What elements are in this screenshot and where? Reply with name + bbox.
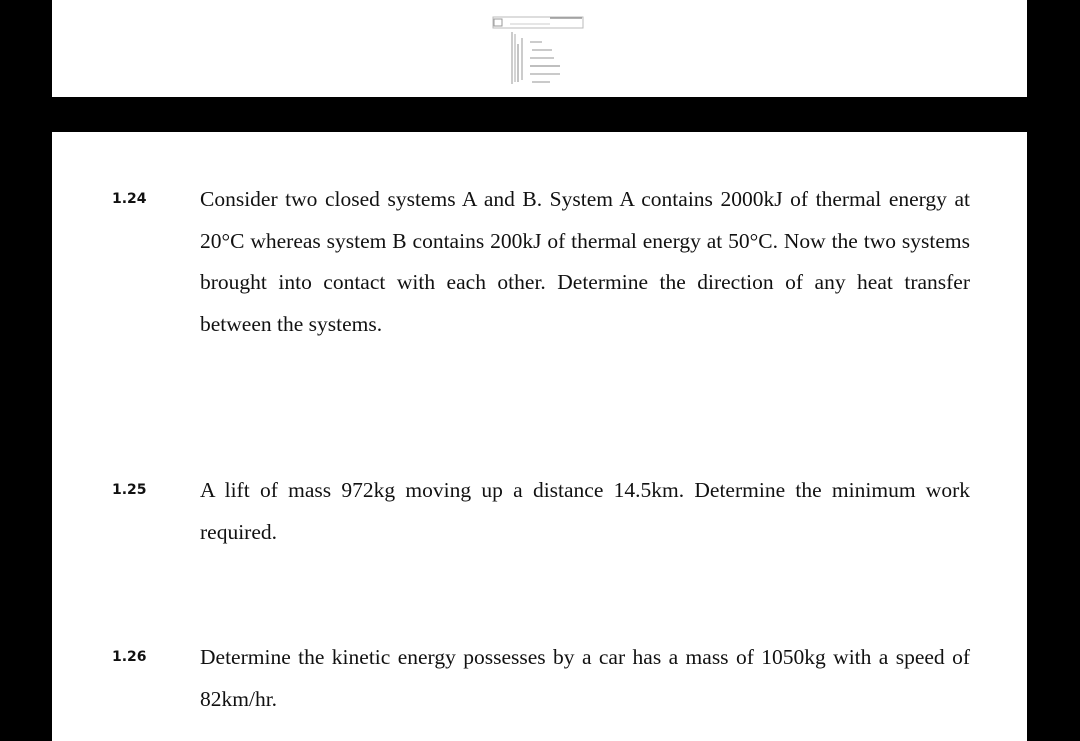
problem-number: 1.24	[112, 191, 147, 207]
problem-text: Consider two closed systems A and B. System A contains 2000kJ of thermal energy at 20°C whereas system B contains 200kJ of thermal energy at 50°C. Now the two systems brought into contact with each other. Determine the direction of any heat transfer between the systems.	[200, 187, 970, 336]
document-page	[52, 132, 1027, 741]
problem-number: 1.25	[112, 482, 147, 498]
thumbnail-image	[490, 14, 590, 86]
page-top	[52, 0, 1027, 97]
problem-text: A lift of mass 972kg moving up a distance 14.5km. Determine the minimum work required.	[200, 478, 970, 544]
problem-text: Determine the kinetic energy possesses by a car has a mass of 1050kg with a speed of 82km/hr.	[200, 645, 970, 711]
problem-number: 1.26	[112, 649, 147, 665]
